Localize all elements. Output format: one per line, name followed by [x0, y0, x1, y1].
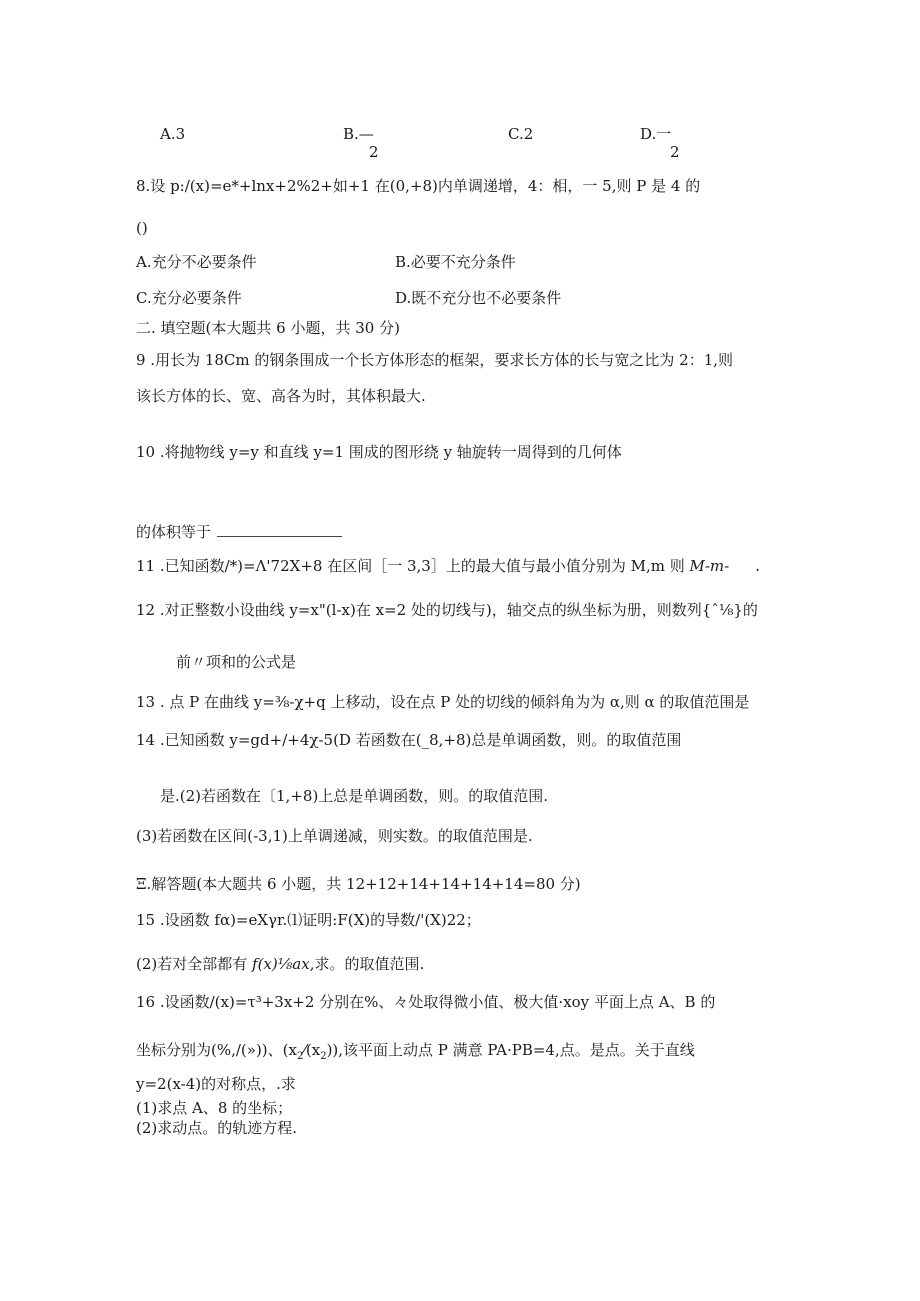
- q12-line-2: 前〃项和的公式是: [176, 653, 297, 671]
- q14-line-3: (3)若函数在区间(-3,1)上单调递减，则实数。的取值范围是.: [136, 827, 533, 845]
- q8-stem: 8.设 p:/(x)=e*+lnx+2%2+如+1 在(0,+8)内单调递增，4：相，一 5,则 P 是 4 的: [136, 177, 701, 195]
- section-2-heading: 二. 填空题(本大题共 6 小题，共 30 分): [136, 319, 400, 337]
- q10-line-2: [136, 522, 342, 542]
- q10-prefix: 的体积等于: [136, 523, 212, 541]
- q14-line-1: 14 .已知函数 y=gd+/+4χ-5(D 若函数在(_8,+8)总是单调函数，则。的取值范围: [136, 731, 682, 749]
- q8-option-a: A.充分不必要条件: [136, 253, 257, 271]
- q7-option-d-denominator: 2: [670, 143, 680, 161]
- q16-line-2-c: )),该平面上动点 P 满意 PA·PB=4,点。是点。关于直线: [326, 1041, 695, 1059]
- q9-line-2: 该长方体的长、宽、高各为时，其体积最大.: [136, 387, 426, 405]
- q8-option-d: D.既不充分也不必要条件: [395, 289, 562, 307]
- q16-line-2: [136, 1040, 695, 1067]
- q11-line: [136, 556, 760, 576]
- q15-line-2-prefix: (2)若对全部都有: [136, 955, 248, 973]
- q16-line-1: 16 .设函数/(x)=τ³+3x+2 分别在%、々处取得微小值、极大值·xoy 平面上点 A、B 的: [136, 993, 716, 1011]
- q7-option-c: C.2: [508, 125, 534, 143]
- q15-line-2-suffix: ,求。的取值范围.: [309, 955, 425, 973]
- q8-option-c: C.充分必要条件: [136, 289, 242, 307]
- q12-line-1: 12 .对正整数小设曲线 y=x"(l-x)在 x=2 处的切线与)，轴交点的纵坐标为册，则数列{ˆ⅛}的: [136, 601, 758, 619]
- q10-line-1: 10 .将抛物线 y=y 和直线 y=1 围成的图形绕 y 轴旋转一周得到的几何体: [136, 443, 622, 461]
- q16-line-5: (2)求动点。的轨迹方程.: [136, 1119, 298, 1137]
- q16-line-2-a: 坐标分别为(%,/(»))、(x: [136, 1041, 297, 1059]
- q15-line-2: [136, 954, 424, 974]
- q7-option-b: B.—: [343, 125, 374, 143]
- q14-line-2: 是.(2)若函数在〔1,+8)上总是单调函数，则。的取值范围.: [160, 787, 549, 805]
- q9-line-1: 9 .用长为 18Cm 的钢条围成一个长方体形态的框架，要求长方体的长与宽之比为 2：1,则: [136, 351, 734, 369]
- q16-subscript-1: 2: [296, 1051, 304, 1062]
- q7-option-b-denominator: 2: [369, 143, 379, 161]
- section-3-heading: Ξ.解答题(本大题共 6 小题，共 12+12+14+14+14+14=80 分): [136, 875, 581, 893]
- q13-line: 13 . 点 P 在曲线 y=⅜-χ+q 上移动，设在点 P 处的切线的倾斜角为为 α,则 α 的取值范围是: [136, 693, 750, 711]
- q8-option-b: B.必要不充分条件: [395, 253, 516, 271]
- q16-line-2-b: ⁄(x: [303, 1041, 321, 1059]
- q7-option-a: A.3: [160, 125, 186, 143]
- q15-line-1: 15 .设函数 fα)=eXγr.⑴证明:F(X)的导数/'(X)22；: [136, 911, 481, 929]
- q16-line-4: (1)求点 A、8 的坐标；: [136, 1099, 293, 1117]
- q10-answer-blank: [217, 524, 342, 537]
- q16-subscript-2: 2: [320, 1051, 327, 1062]
- q8-paren: (): [136, 219, 148, 237]
- q11-end: .: [755, 557, 761, 575]
- q16-line-3: y=2(x-4)的对称点，.求: [136, 1075, 296, 1093]
- q11-text: 11 .已知函数/*)=Λ'72X+8 在区间［一 3,3］上的最大值与最小值分别为 M,m 则: [136, 557, 685, 575]
- q11-expression: M-m-: [689, 557, 730, 575]
- q15-inequality: f(x)⅛ax: [252, 955, 310, 973]
- q7-option-d: D.一: [640, 125, 672, 143]
